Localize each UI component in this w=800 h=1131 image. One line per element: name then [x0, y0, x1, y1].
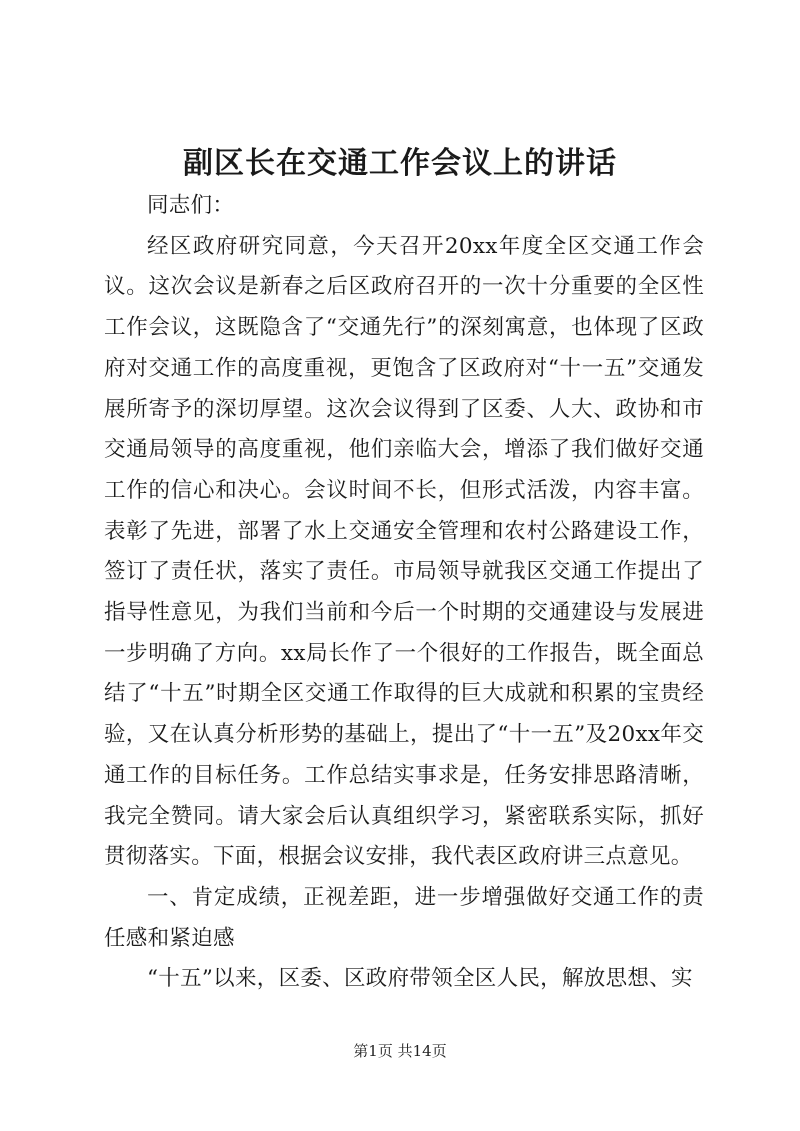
- salutation: 同志们：: [147, 193, 235, 218]
- document-title: 副区长在交通工作会议上的讲话: [183, 146, 617, 181]
- paragraph-intro: 经区政府研究同意，今天召开20xx年度全区交通工作会议。这次会议是新春之后区政府召开的一次十分重要的全区性工作会议，这既隐含了“交通先行”的深刻寓意，也体现了区政府对交通工作的高度重视，更饱含了区政府对“十一五”交通发展所寄予的深切厚望。这次会议得到了区委、人大、政协和市交通局领导的高度重视，他们亲临大会，增添了我们做好交通工作的信心和决心。会议时间不长，但形式活泼，内容丰富。表彰了先进，部署了水上交通安全管理和农村公路建设工作，签订了责任状，落实了责任。市局领导就我区交通工作提出了指导性意见，为我们当前和今后一个时期的交通建设与发展进一步明确了方向。xx局长作了一个很好的工作报告，既全面总结了“十五”时期全区交通工作取得的巨大成就和积累的宝贵经验，又在认真分析形势的基础上，提出了“十一五”及20xx年交通工作的目标任务。工作总结实事求是，任务安排思路清晰，我完全赞同。请大家会后认真组织学习，紧密联系实际，抓好贯彻落实。下面，根据会议安排，我代表区政府讲三点意见。: [104, 233, 704, 870]
- document-body: [104, 186, 704, 1000]
- section-heading-1: 一、肯定成绩，正视差距，进一步增强做好交通工作的责任感和紧迫感: [104, 884, 704, 951]
- page-footer: 第1页 共14页: [353, 1042, 447, 1060]
- paragraph-section-1: “十五”以来，区委、区政府带领全区人民，解放思想、实: [147, 966, 693, 992]
